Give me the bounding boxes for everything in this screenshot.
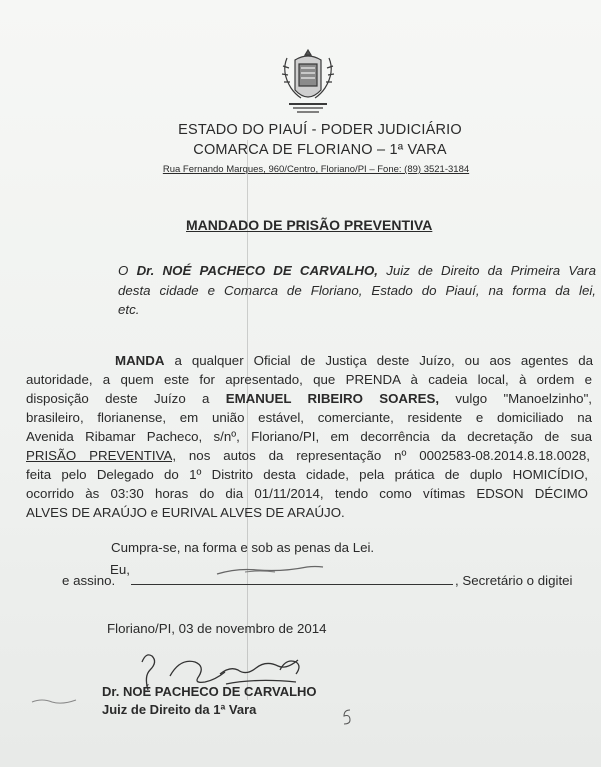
judge-name: Dr. NOÉ PACHECO DE CARVALHO, bbox=[136, 263, 378, 278]
handwritten-mark bbox=[340, 708, 354, 726]
body-line-1-rest: a qualquer Oficial de Justiça deste Juízo, ou aos agentes da bbox=[164, 353, 593, 368]
body-line-5: Avenida Ribamar Pacheco, s/nº, Floriano/PI, em decorrência da decretação de sua bbox=[26, 429, 592, 444]
assino-label: e assino. bbox=[62, 573, 116, 588]
body-line-3-post: vulgo "Manoelzinho", bbox=[439, 391, 592, 406]
body-line-6 bbox=[26, 448, 590, 463]
manda-word: MANDA bbox=[115, 353, 165, 368]
intro-line-1 bbox=[118, 263, 596, 278]
secretary-signature-line bbox=[131, 584, 453, 585]
defendant-name: EMANUEL RIBEIRO SOARES, bbox=[225, 391, 440, 406]
body-line-3 bbox=[26, 391, 592, 406]
intro-line-2: desta cidade e Comarca de Floriano, Estado do Piauí, na forma da lei, bbox=[118, 283, 596, 298]
prisao-preventiva: PRISÃO PREVENTIVA, bbox=[26, 448, 177, 463]
judge-signature-role: Juiz de Direito da 1ª Vara bbox=[102, 702, 257, 717]
body-line-7: feita pelo Delegado do 1º Distrito desta cidade, pela prática de duplo HOMICÍDIO, bbox=[26, 467, 588, 482]
header-comarca: COMARCA DE FLORIANO – 1ª VARA bbox=[193, 142, 447, 158]
coat-of-arms-icon bbox=[277, 46, 339, 122]
body-line-1 bbox=[115, 353, 593, 368]
header-state: ESTADO DO PIAUÍ - PODER JUDICIÁRIO bbox=[178, 122, 462, 138]
judge-signature-name: Dr. NOÉ PACHECO DE CARVALHO bbox=[102, 684, 317, 699]
date-line: Floriano/PI, 03 de novembro de 2014 bbox=[107, 621, 327, 636]
intro-line-1-rest: Juiz de Direito da Primeira Vara bbox=[377, 263, 596, 278]
body-line-9: ALVES DE ARAÚJO e EURIVAL ALVES DE ARAÚJO. bbox=[26, 505, 345, 520]
intro-prefix: O bbox=[118, 263, 137, 278]
header-address: Rua Fernando Marques, 960/Centro, Floriano/PI – Fone: (89) 3521-3184 bbox=[162, 164, 470, 175]
body-line-2: autoridade, a quem este for apresentado, que PRENDA à cadeia local, à ordem e bbox=[26, 372, 592, 387]
body-line-8: ocorrido às 03:30 horas do dia 01/11/2014, tendo como vítimas EDSON DÉCIMO bbox=[26, 486, 588, 501]
cumpra-se: Cumpra-se, na forma e sob as penas da Lei. bbox=[111, 540, 375, 555]
eu-label: Eu, bbox=[110, 562, 130, 577]
margin-mark bbox=[30, 696, 80, 706]
body-line-4: brasileiro, florianense, em união estável, comerciante, residente e domiciliado na bbox=[26, 410, 592, 425]
secretary-signature-stroke bbox=[215, 560, 325, 580]
intro-line-3: etc. bbox=[118, 302, 140, 317]
body-line-6-rest: nos autos da representação nº 0002583-08.2014.8.18.0028, bbox=[176, 448, 590, 463]
secretario-digitei: , Secretário o digitei bbox=[455, 573, 573, 588]
body-line-3-pre: disposição deste Juízo a bbox=[26, 391, 226, 406]
document-title: MANDADO DE PRISÃO PREVENTIVA bbox=[186, 217, 433, 233]
